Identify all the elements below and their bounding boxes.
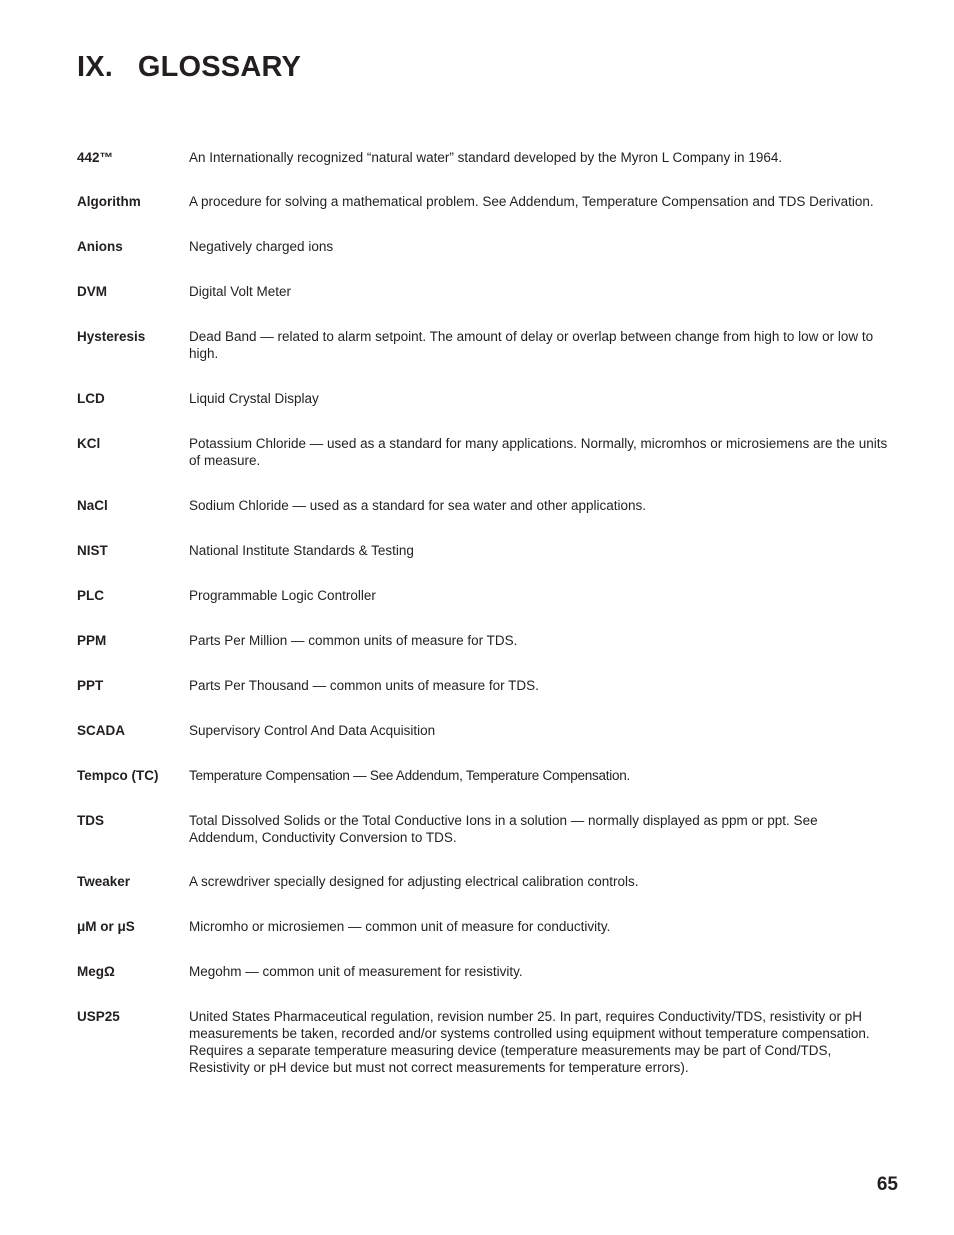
glossary-entry-tempco — [77, 767, 889, 784]
glossary-definition: Digital Volt Meter — [189, 284, 292, 299]
glossary-entry-dvm — [77, 283, 889, 300]
glossary-term: LCD — [77, 391, 105, 406]
glossary-definition: Liquid Crystal Display — [189, 391, 319, 406]
glossary-entry-hysteresis — [77, 328, 889, 362]
glossary-definition: An Internationally recognized “natural water” standard developed by the Myron L Company in 1964. — [189, 150, 783, 165]
glossary-entry-tds — [77, 812, 889, 846]
glossary-term: USP25 — [77, 1009, 120, 1024]
glossary-term: Algorithm — [77, 194, 141, 209]
page-number: 65 — [876, 1174, 898, 1195]
glossary-entry-442 — [77, 149, 889, 166]
glossary-term: Tweaker — [77, 874, 131, 889]
glossary-entry-scada — [77, 722, 889, 739]
glossary-entry-ppm — [77, 632, 889, 649]
glossary-entry-anions — [77, 238, 889, 255]
glossary-definition: Dead Band — related to alarm setpoint. The amount of delay or overlap between change from high to low or low to high. — [189, 329, 874, 361]
glossary-term: Anions — [77, 239, 123, 254]
glossary-definition: Parts Per Million — common units of measure for TDS. — [189, 633, 518, 648]
glossary-term: PPM — [77, 633, 107, 648]
glossary-entry-lcd — [77, 390, 889, 407]
glossary-definition: A screwdriver specially designed for adjusting electrical calibration controls. — [189, 874, 639, 889]
glossary-definition: Potassium Chloride — used as a standard for many applications. Normally, micromhos or microsiemens are the units of measure. — [189, 436, 888, 468]
glossary-term: Tempco (TC) — [77, 768, 159, 783]
glossary-entry-megohm — [77, 963, 889, 980]
glossary-term: DVM — [77, 284, 107, 299]
glossary-list — [77, 149, 889, 1076]
glossary-entry-tweaker — [77, 873, 889, 890]
glossary-definition: Supervisory Control And Data Acquisition — [189, 723, 436, 738]
glossary-term: 442™ — [77, 150, 114, 165]
glossary-entry-plc — [77, 587, 889, 604]
glossary-term: NaCl — [77, 498, 108, 513]
glossary-entry-nist — [77, 542, 889, 559]
glossary-definition: Temperature Compensation — See Addendum, Temperature Compensation. — [189, 768, 631, 783]
glossary-entry-usp25 — [77, 1008, 889, 1076]
glossary-term: KCl — [77, 436, 101, 451]
glossary-term: SCADA — [77, 723, 126, 738]
glossary-definition: A procedure for solving a mathematical problem. See Addendum, Temperature Compensation and TDS Derivation. — [189, 194, 874, 209]
glossary-term: μM or μS — [77, 919, 135, 934]
glossary-term: Hysteresis — [77, 329, 146, 344]
glossary-entry-algorithm — [77, 193, 889, 210]
glossary-entry-micromho — [77, 918, 889, 935]
glossary-term: PPT — [77, 678, 104, 693]
glossary-definition: Sodium Chloride — used as a standard for sea water and other applications. — [189, 498, 647, 513]
glossary-definition: Megohm — common unit of measurement for resistivity. — [189, 964, 523, 979]
glossary-definition: Parts Per Thousand — common units of measure for TDS. — [189, 678, 539, 693]
glossary-definition: Negatively charged ions — [189, 239, 334, 254]
page-title: IX. GLOSSARY — [77, 51, 302, 83]
glossary-term: PLC — [77, 588, 104, 603]
glossary-term: MegΩ — [77, 964, 115, 979]
glossary-definition: Programmable Logic Controller — [189, 588, 376, 603]
glossary-term: NIST — [77, 543, 108, 558]
glossary-entry-kcl — [77, 435, 889, 469]
glossary-definition: Total Dissolved Solids or the Total Conductive Ions in a solution — normally displayed as ppm or ppt. See Addendum, Conductivity Conversion to TDS. — [189, 813, 818, 845]
glossary-entry-nacl — [77, 497, 889, 514]
glossary-term: TDS — [77, 813, 104, 828]
glossary-entry-ppt — [77, 677, 889, 694]
glossary-definition: United States Pharmaceutical regulation, revision number 25. In part, requires Conductivity/TDS, resistivity or pH measurements be taken, recorded and/or systems controlled using equipment without temperature compensation. Requires a separate temperature measuring device (temperature measurements may be part of Cond/TDS, Resistivity or pH device but must not correct measurements for temperature errors). — [189, 1009, 870, 1075]
glossary-definition: National Institute Standards & Testing — [189, 543, 414, 558]
glossary-definition: Micromho or microsiemen — common unit of measure for conductivity. — [189, 919, 611, 934]
